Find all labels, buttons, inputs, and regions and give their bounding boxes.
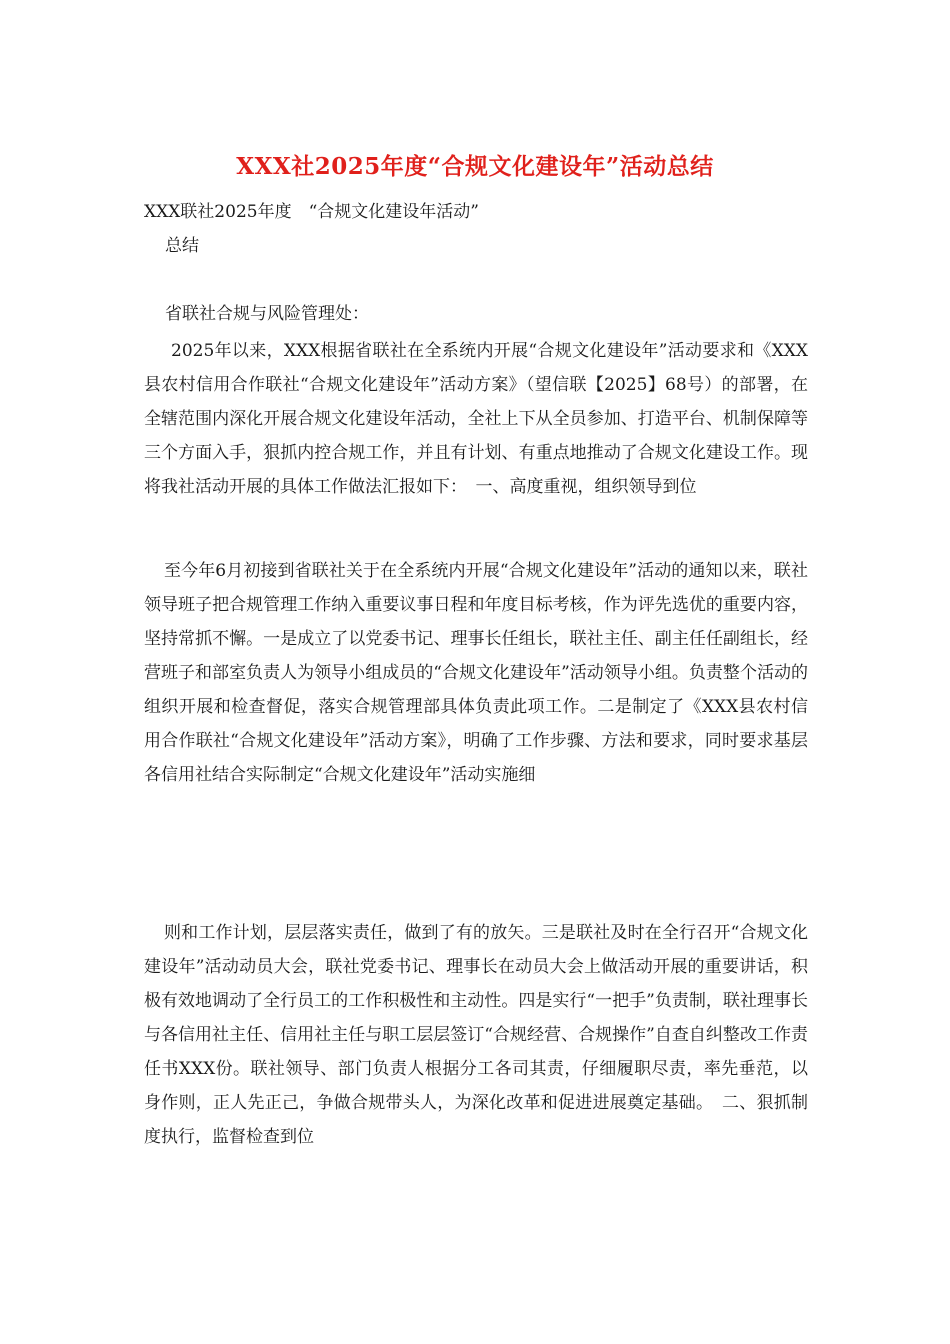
- document-title: XXX社2025年度“合规文化建设年”活动总结: [236, 153, 714, 180]
- subtitle-line-1: XXX联社2025年度 “合规文化建设年活动”: [144, 202, 479, 222]
- subtitle-line-2: 总结: [165, 236, 199, 256]
- paragraph-2: 至今年6月初接到省联社关于在全系统内开展“合规文化建设年”活动的通知以来，联社领导班子把合规管理工作纳入重要议事日程和年度目标考核，作为评先选优的重要内容，坚持常抓不懈。一是成立了以党委书记、理事长任组长，联社主任、副主任任副组长，经营班子和部室负责人为领导小组成员的“合规文化建设年”活动领导小组。负责整个活动的组织开展和检查督促，落实合规管理部具体负责此项工作。二是制定了《XXX县农村信用合作联社“合规文化建设年”活动方案》，明确了工作步骤、方法和要求，同时要求基层各信用社结合实际制定“合规文化建设年”活动实施细: [144, 561, 808, 785]
- paragraph-3: 则和工作计划，层层落实责任，做到了有的放矢。三是联社及时在全行召开“合规文化建设年”活动动员大会，联社党委书记、理事长在动员大会上做活动开展的重要讲话，积极有效地调动了全行员工的工作积极性和主动性。四是实行“一把手”负责制，联社理事长与各信用社主任、信用社主任与职工层层签订“合规经营、合规操作”自查自纠整改工作责任书XXX份。联社领导、部门负责人根据分工各司其责，仔细履职尽责，率先垂范，以身作则，正人先正己，争做合规带头人，为深化改革和促进进展奠定基础。 二、狠抓制度执行，监督检查到位: [144, 923, 808, 1147]
- salutation: 省联社合规与风险管理处：: [165, 304, 369, 324]
- paragraph-1: 2025年以来，XXX根据省联社在全系统内开展“合规文化建设年”活动要求和《XXX县农村信用合作联社“合规文化建设年”活动方案》（望信联【2025】68号）的部署，在全辖范围内深化开展合规文化建设年活动，全社上下从全员参加、打造平台、机制保障等三个方面入手，狠抓内控合规工作，并且有计划、有重点地推动了合规文化建设工作。现将我社活动开展的具体工作做法汇报如下： 一、高度重视，组织领导到位: [144, 341, 808, 497]
